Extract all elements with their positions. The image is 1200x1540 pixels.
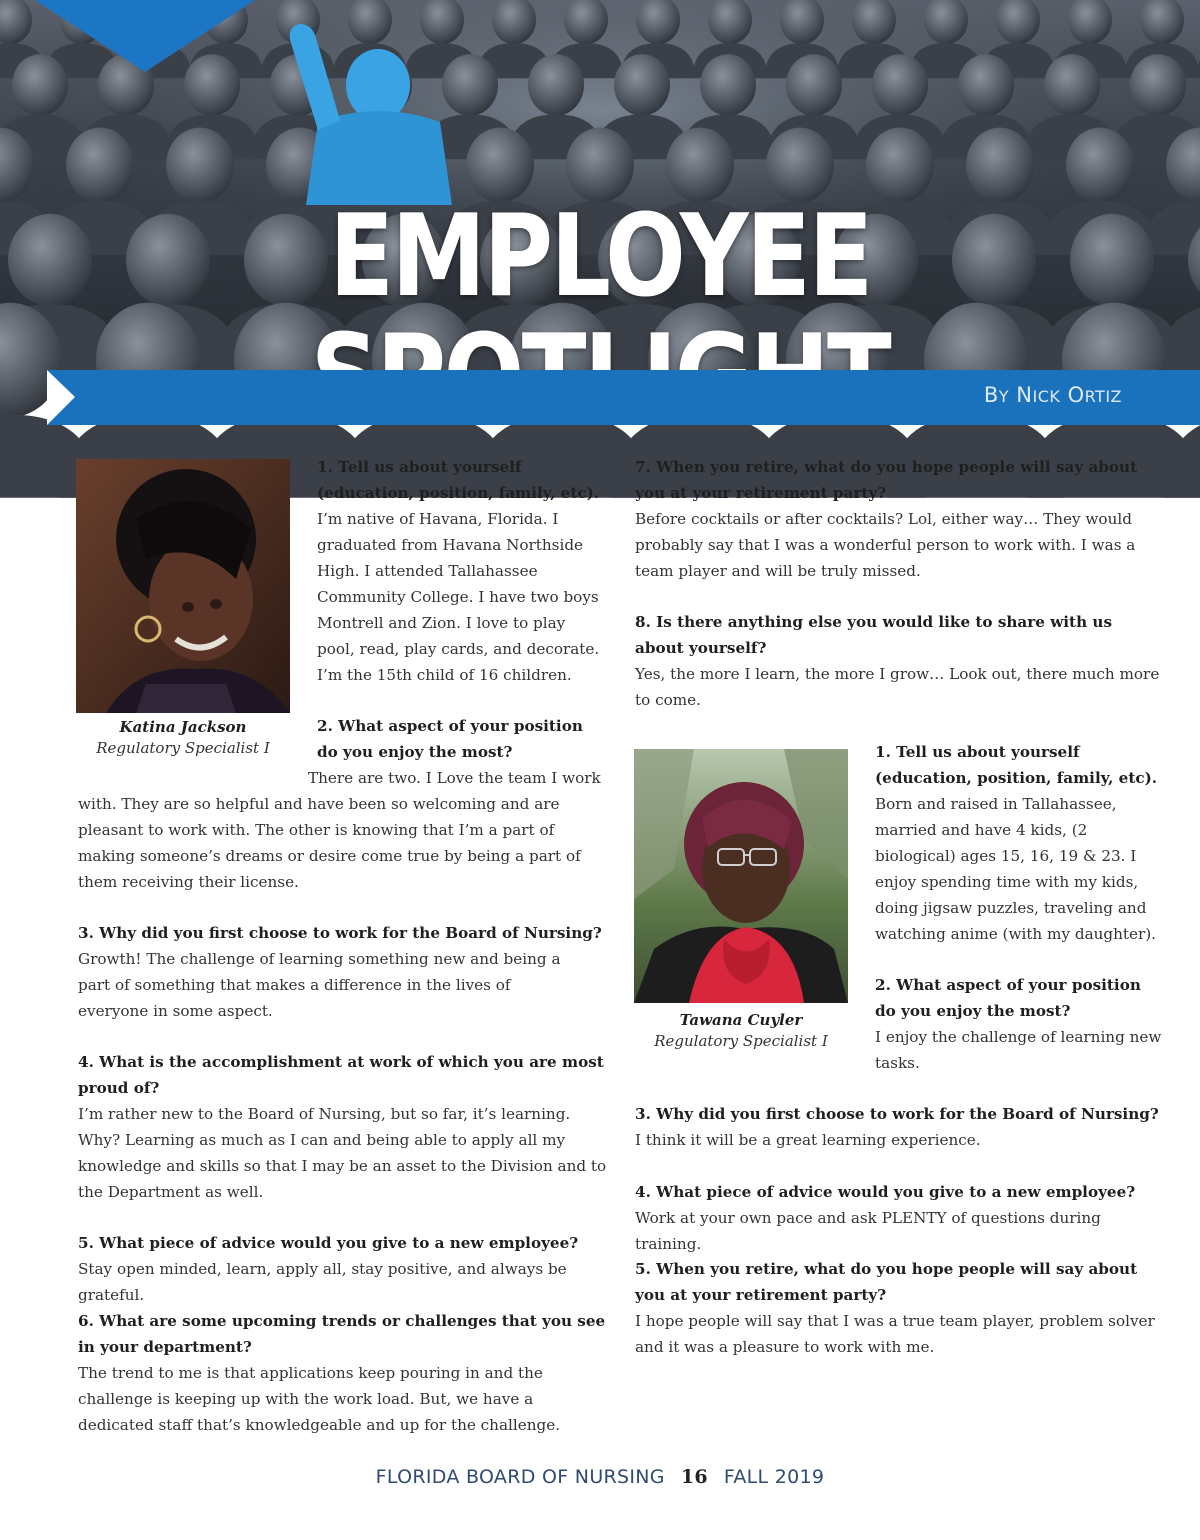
e1-qa-4 [78, 1049, 608, 1205]
byline-bar-notch [47, 370, 75, 425]
e1-qa-3 [78, 920, 608, 1024]
tawana-cuyler-photo [634, 749, 848, 1003]
e1-qa-7 [635, 454, 1160, 584]
e2-answer-1: Born and raised in Tallahassee, married and have 4 kids, (2 biological) ages 15, 16, 19 & 23. I enjoy spending time with my kids, doing jigsaw puzzles, traveling and watching anime (with my daughter). [875, 795, 1157, 943]
e2-question-3: 3. Why did you first choose to work for the Board of Nursing? [635, 1105, 1159, 1123]
e2-qa-3 [635, 1101, 1160, 1153]
e2-question-1: 1. Tell us about yourself (education, position, family, etc). [875, 743, 1158, 787]
byline-prefix-small: Y [998, 387, 1010, 406]
e1-answer-4: I’m rather new to the Board of Nursing, but so far, it’s learning. Why? Learning as much as I can and being able to apply all my knowledge and skills so that I may be an asset to the Division and to the Department as well. [78, 1105, 607, 1201]
tawana-cuyler-title: Regulatory Specialist I [654, 1032, 828, 1050]
crowd-head [8, 214, 92, 306]
crowd-head [872, 54, 928, 116]
e1-answer-2: There are two. I Love the team I work with. They are so helpful and have been so welcoming and are pleasant to work with. The other is knowing that I’m a part of making someone’s dreams or desire come true by being a part of them receiving their license. [78, 769, 601, 891]
crowd-head [700, 54, 756, 116]
byline [984, 383, 1122, 407]
e1-question-5: 5. What piece of advice would you give to a new employee? [78, 1234, 579, 1252]
crowd-head [866, 128, 934, 203]
crowd-head [614, 54, 670, 116]
e1-question-2-block [308, 713, 608, 765]
e1-answer-2-block [78, 765, 608, 895]
e1-question-8: 8. Is there anything else you would like to share with us about yourself? [635, 613, 1112, 657]
katina-jackson-caption [76, 717, 290, 759]
e1-answer-7: Before cocktails or after cocktails? Lol, either way… They would probably say that I was a wonderful person to work with. I was a team player and will be truly missed. [635, 510, 1136, 580]
page-footer [0, 1466, 1200, 1488]
byline-last-rest: RTIZ [1084, 387, 1122, 406]
e2-qa-2 [875, 972, 1165, 1076]
footer-page-number: 16 [680, 1466, 708, 1488]
e1-qa-1 [317, 454, 607, 688]
e1-answer-6: The trend to me is that applications keep pouring in and the challenge is keeping up with the work load. But, we have a dedicated staff that’s knowledgeable and up for the challenge. [78, 1364, 561, 1434]
e2-question-5: 5. When you retire, what do you hope people will say about you at your retirement party? [635, 1260, 1138, 1304]
footer-issue: FALL 2019 [723, 1466, 825, 1488]
crowd-head [966, 128, 1034, 203]
crowd-head [1130, 54, 1186, 116]
e2-qa-1 [875, 739, 1165, 947]
e1-answer-3: Growth! The challenge of learning something new and being a part of something that makes a difference in the lives of everyone in some aspect. [78, 950, 561, 1020]
crowd-head [66, 128, 134, 203]
e1-answer-8: Yes, the more I learn, the more I grow… Look out, there much more to come. [635, 665, 1160, 709]
byline-last-initial: O [1067, 383, 1085, 407]
crowd-head [166, 128, 234, 203]
e2-question-2: 2. What aspect of your position do you enjoy the most? [875, 976, 1141, 1020]
e1-question-4: 4. What is the accomplishment at work of which you are most proud of? [78, 1053, 604, 1097]
crowd-head [528, 54, 584, 116]
e1-qa-5 [78, 1230, 608, 1308]
e1-answer-5: Stay open minded, learn, apply all, stay positive, and always be grateful. [78, 1260, 567, 1304]
e1-question-1: 1. Tell us about yourself (education, position, family, etc). [317, 458, 600, 502]
crowd-head [1044, 54, 1100, 116]
crowd-head [1066, 128, 1134, 203]
e1-question-2: 2. What aspect of your position do you enjoy the most? [317, 717, 583, 761]
katina-jackson-photo [76, 459, 290, 713]
e2-answer-2: I enjoy the challenge of learning new tasks. [875, 1028, 1162, 1072]
e2-answer-5: I hope people will say that I was a true team player, problem solver and it was a pleasure to work with me. [635, 1312, 1155, 1356]
e2-answer-4: Work at your own pace and ask PLENTY of questions during training. [635, 1209, 1101, 1253]
katina-jackson-title: Regulatory Specialist I [96, 739, 270, 757]
e2-question-4: 4. What piece of advice would you give to a new employee? [635, 1183, 1136, 1201]
e1-answer-1: I’m native of Havana, Florida. I graduated from Havana Northside High. I attended Tallahassee Community College. I have two boys Montrell and Zion. I love to play pool, read, play cards, and decorate. I’m the 15th child of 16 children. [317, 510, 600, 684]
tawana-cuyler-caption [634, 1010, 848, 1052]
e2-qa-4 [635, 1179, 1160, 1257]
hero-banner [0, 0, 1200, 368]
e2-answer-3: I think it will be a great learning experience. [635, 1131, 981, 1149]
hero-corner-accent [35, 0, 255, 72]
crowd-head [958, 54, 1014, 116]
e1-question-3: 3. Why did you first choose to work for the Board of Nursing? [78, 924, 602, 942]
footer-publication: FLORIDA BOARD OF NURSING [375, 1466, 665, 1488]
crowd-head [786, 54, 842, 116]
tawana-cuyler-name: Tawana Cuyler [679, 1011, 803, 1029]
crowd-head [442, 54, 498, 116]
e1-qa-6 [78, 1308, 608, 1438]
e1-qa-8 [635, 609, 1160, 713]
e1-question-6: 6. What are some upcoming trends or challenges that you see in your department? [78, 1312, 606, 1356]
page-title: EMPLOYEE [329, 190, 871, 322]
byline-first-initial: N [1016, 383, 1033, 407]
katina-jackson-name: Katina Jackson [119, 718, 247, 736]
e2-qa-5 [635, 1256, 1160, 1360]
byline-first-rest: ICK [1032, 387, 1061, 406]
e1-question-7: 7. When you retire, what do you hope people will say about you at your retirement party? [635, 458, 1138, 502]
byline-prefix: B [983, 383, 999, 407]
